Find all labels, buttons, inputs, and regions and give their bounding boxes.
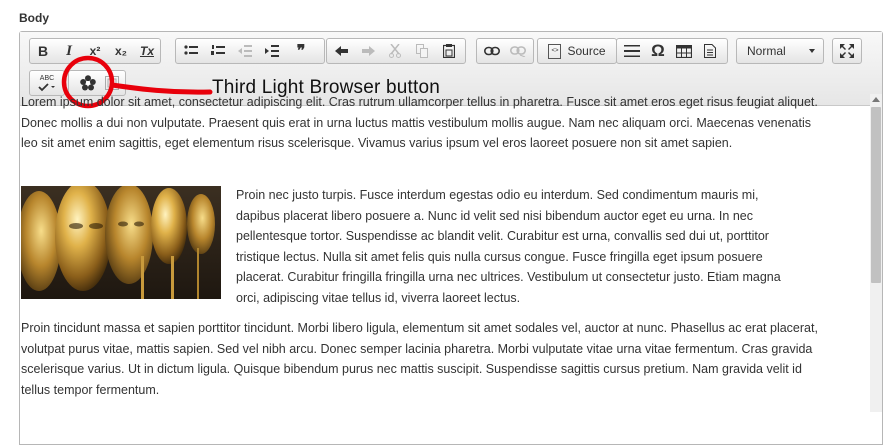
unlink-icon <box>510 45 526 57</box>
paste-icon <box>443 44 455 58</box>
copy-icon <box>416 44 428 58</box>
insert-group <box>616 38 728 64</box>
horizontal-rule-button[interactable] <box>619 39 645 63</box>
indent-icon <box>265 45 279 57</box>
tools-group <box>832 38 862 64</box>
golden-statues-image <box>21 186 221 299</box>
blockquote-button[interactable] <box>288 39 314 63</box>
italic-icon: I <box>66 42 72 59</box>
horizontal-rule-icon <box>624 45 640 57</box>
format-dropdown[interactable] <box>736 38 824 64</box>
outdent-button[interactable] <box>232 39 258 63</box>
source-label: Source <box>567 44 606 58</box>
unlink-button[interactable] <box>505 39 531 63</box>
table-button[interactable] <box>671 39 697 63</box>
spellcheck-icon <box>38 83 56 92</box>
scrollbar-thumb[interactable] <box>871 107 881 283</box>
bold-button[interactable] <box>30 39 56 63</box>
remove-format-button[interactable] <box>134 39 160 63</box>
numbered-list-button[interactable] <box>205 39 231 63</box>
italic-button[interactable] <box>56 39 82 63</box>
spellcheck-label: ABC <box>39 74 55 82</box>
content-paragraph-3: Proin tincidunt massa et sapien porttitor tincidunt. Morbi libero ligula, elementum sit amet sodales vel, auctor at nunc. Phasellus ac erat placerat, volutpat purus vitae, mattis sapien. Sed vel nibh arcu. Donec semper lacinia pharetra. Morbi vulputate vitae urna vitae fermentum. Cras gravida scelerisque varius. Ut in dictum ligula. Quisque bibendum purus nec mattis suscipit. Suspendisse sagittis cursus pretium. Nam gravida velit id tellus tempor fermentum. <box>21 321 818 397</box>
source-icon: <> <box>548 44 561 59</box>
format-value: Normal <box>747 44 786 58</box>
undo-button[interactable] <box>329 39 355 63</box>
cut-icon <box>389 44 401 58</box>
superscript-icon: x² <box>89 44 101 58</box>
content-paragraph-1: Lorem ipsum dolor sit amet, consectetur adipiscing elit. Cras rutrum ullamcorper tellus in pharetra. Fusce sit amet eros eget risus feugiat aliquet. Donec mollis a dui non vulputate. Praesent quis erat in urna luctus mattis vestibulum mollis augue. Nam nec aliquam orci. Maecenas venenatis leo sit amet enim sagittis, eget elementum risus scelerisque. Vivamus varius ipsum vel eros laoreet posuere non sit amet sapien. <box>21 95 818 150</box>
blockquote-icon: ❞ <box>296 43 306 60</box>
content-image <box>21 186 221 299</box>
bulleted-list-button[interactable] <box>178 39 204 63</box>
image-icon <box>105 76 119 90</box>
remove-format-icon: Tx <box>139 44 154 58</box>
redo-icon <box>361 45 375 57</box>
field-label: Body <box>19 11 49 25</box>
maximize-icon <box>840 44 854 58</box>
page-break-icon <box>704 44 716 58</box>
source-button[interactable] <box>538 39 616 63</box>
link-icon <box>484 46 500 56</box>
bulleted-list-icon <box>184 45 198 57</box>
subscript-icon: x₂ <box>114 44 127 58</box>
copy-button[interactable] <box>409 39 435 63</box>
annotation-label: Third Light Browser button <box>212 77 441 98</box>
basic-styles-group <box>29 38 161 64</box>
undo-icon <box>335 45 349 57</box>
redo-button[interactable] <box>355 39 381 63</box>
outdent-icon <box>238 45 252 57</box>
numbered-list-icon <box>211 45 225 57</box>
special-char-button[interactable] <box>645 39 671 63</box>
link-button[interactable] <box>479 39 505 63</box>
page-break-button[interactable] <box>697 39 723 63</box>
paste-button[interactable] <box>436 39 462 63</box>
links-group <box>476 38 534 64</box>
document-group <box>537 38 617 64</box>
scroll-up-arrow-icon[interactable] <box>872 97 880 102</box>
chevron-down-icon <box>809 49 815 53</box>
cut-button[interactable] <box>382 39 408 63</box>
superscript-button[interactable] <box>82 39 108 63</box>
third-light-browser-icon <box>80 75 96 91</box>
content-paragraph-2: Proin nec justo turpis. Fusce interdum egestas odio eu interdum. Sed condimentum mauris mi, dapibus placerat libero posuere a. Nunc id velit sed nisi bibendum auctor eget eu urna. In nec pellentesque tortor. Suspendisse ac blandit velit. Curabitur est urna, convallis sed dui ut, porttitor tristique lectus. Nulla sit amet felis quis nulla cursus congue. Fusce fringilla eget ipsum posuere placerat. Curabitur fringilla fringilla urna nec ultrices. Vestibulum ut consectetur justo. Etiam magna orci, adipiscing vitae tellus id, viverra laoreet lectus. <box>236 188 781 305</box>
subscript-button[interactable] <box>108 39 134 63</box>
maximize-button[interactable] <box>834 39 860 63</box>
paragraph-group <box>175 38 325 64</box>
bold-icon: B <box>37 43 49 59</box>
table-icon <box>676 45 692 58</box>
clipboard-group <box>326 38 466 64</box>
vertical-scrollbar[interactable] <box>870 94 882 412</box>
special-char-icon: Ω <box>651 41 665 60</box>
indent-button[interactable] <box>259 39 285 63</box>
